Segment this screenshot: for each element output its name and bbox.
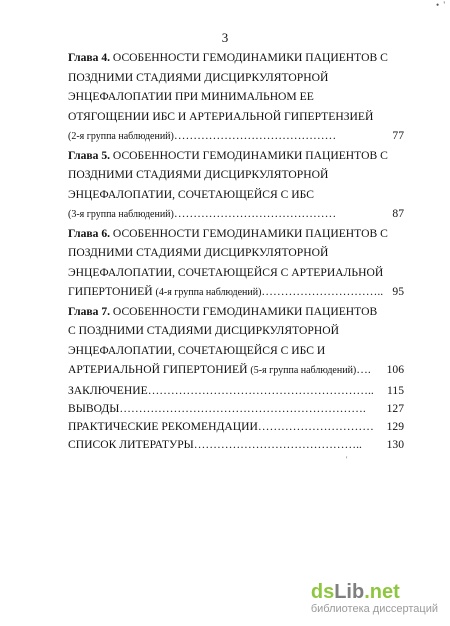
page-ref: 87 (392, 207, 404, 220)
chapter-title-line (68, 321, 404, 341)
chapter-title-line (68, 204, 404, 224)
section-label: ЗАКЛЮЧЕНИЕ (68, 383, 148, 397)
chapter-title-text: С ПОЗДНИМИ СТАДИЯМИ ДИСЦИРКУЛЯТОРНОЙ (68, 324, 339, 337)
dot-leader: ………………………….. (261, 285, 384, 298)
chapter-title-text: ЭНЦЕФАЛОПАТИИ, СОЧЕТАЮЩЕЙСЯ С ИБС (68, 187, 314, 201)
section-label: ВЫВОДЫ (68, 401, 120, 415)
page-ref: 106 (386, 363, 404, 376)
chapter-title-text: ЭНЦЕФАЛОПАТИИ, СОЧЕТАЮЩЕЙСЯ С АРТЕРИАЛЬНОЙ (68, 265, 384, 279)
section-line (68, 382, 404, 400)
chapter-heading-line (68, 224, 404, 244)
section-line (68, 436, 404, 454)
chapter-title-text: ЭНЦЕФАЛОПАТИИ, СОЧЕТАЮЩЕЙСЯ С ИБС И (68, 343, 326, 357)
section-line (68, 418, 404, 436)
chapter-title-line (68, 263, 404, 283)
dot-leader: …. (356, 363, 371, 376)
page-ref: 95 (392, 285, 404, 298)
chapter-heading-line (68, 48, 404, 68)
corner-marks: • ' (435, 0, 446, 10)
chapter-title-line (68, 243, 404, 263)
chapter-number: Глава 4. (68, 51, 111, 64)
chapter-title-text: ПОЗДНИМИ СТАДИЯМИ ДИСЦИРКУЛЯТОРНОЙ (68, 168, 329, 181)
chapter-title-text: ГИПЕРТОНИЕЙ (68, 285, 156, 298)
dot-leader: …………………………………….. (193, 437, 362, 451)
chapter-title-line (68, 87, 404, 107)
chapter-title-text: ОСОБЕННОСТИ ГЕМОДИНАМИКИ ПАЦИЕНТОВ С (110, 226, 388, 240)
section-line (68, 400, 404, 418)
dot-leader: ………………………………………………….. (147, 383, 374, 397)
chapter-title-line (68, 107, 404, 127)
chapter-title-line (68, 165, 404, 185)
section-label: ПРАКТИЧЕСКИЕ РЕКОМЕНДАЦИИ (68, 419, 258, 433)
group-note: (3-я группа наблюдений) (68, 209, 174, 220)
logo-subtitle: библиотека диссертаций (310, 603, 438, 615)
chapter-title-text: ОСОБЕННОСТИ ГЕМОДИНАМИКИ ПАЦИЕНТОВ С (110, 51, 388, 64)
section-label: СПИСОК ЛИТЕРАТУРЫ (68, 437, 194, 451)
chapter-title-line (68, 360, 404, 380)
chapter-heading-line (68, 302, 404, 322)
logo-wordmark: dsLib.net (310, 581, 400, 603)
chapter-title-line (68, 282, 404, 302)
chapter-title-text: ЭНЦЕФАЛОПАТИИ ПРИ МИНИМАЛЬНОМ ЕЕ (68, 90, 314, 103)
table-of-contents (68, 48, 404, 454)
page-ref: 115 (387, 383, 404, 397)
chapter-title-text: ОТЯГОЩЕНИИ ИБС И АРТЕРИАЛЬНОЙ ГИПЕРТЕНЗИЕЙ (68, 109, 374, 123)
dot-leader: ………………………………………………………. (119, 401, 366, 415)
chapter-number: Глава 6. (68, 226, 111, 240)
chapter-title-text: ПОЗДНИМИ СТАДИЯМИ ДИСЦИРКУЛЯТОРНОЙ (68, 70, 329, 84)
chapter-title-line (68, 341, 404, 361)
chapter-title-line (68, 126, 404, 146)
chapter-number: Глава 7. (68, 304, 111, 318)
page-ref: 127 (386, 401, 404, 415)
dot-leader: …………………………………… (173, 129, 337, 142)
page-ref: 130 (386, 437, 404, 451)
dslib-logo (311, 581, 438, 616)
dot-leader: …………………………………… (173, 207, 337, 220)
chapter-title-line (68, 185, 404, 205)
page-ref: 77 (392, 129, 404, 142)
group-note: (5-я группа наблюдений) (250, 365, 357, 376)
group-note: (4-я группа наблюдений) (155, 287, 262, 298)
scan-speck: ' (346, 455, 348, 464)
dot-leader: ………………………… (257, 419, 374, 433)
chapter-number: Глава 5. (68, 148, 111, 162)
chapter-title-line (68, 68, 404, 88)
chapter-title-text: ОСОБЕННОСТИ ГЕМОДИНАМИКИ ПАЦИЕНТОВ (110, 304, 378, 318)
group-note: (2-я группа наблюдений) (68, 131, 174, 142)
page-number: 3 (221, 30, 229, 45)
chapter-title-text: ПОЗДНИМИ СТАДИЯМИ ДИСЦИРКУЛЯТОРНОЙ (68, 246, 329, 259)
chapter-title-text: ОСОБЕННОСТИ ГЕМОДИНАМИКИ ПАЦИЕНТОВ С (110, 148, 388, 162)
page-ref: 129 (386, 419, 404, 433)
chapter-title-text: АРТЕРИАЛЬНОЙ ГИПЕРТОНИЕЙ (68, 363, 251, 376)
chapter-heading-line (68, 146, 404, 166)
